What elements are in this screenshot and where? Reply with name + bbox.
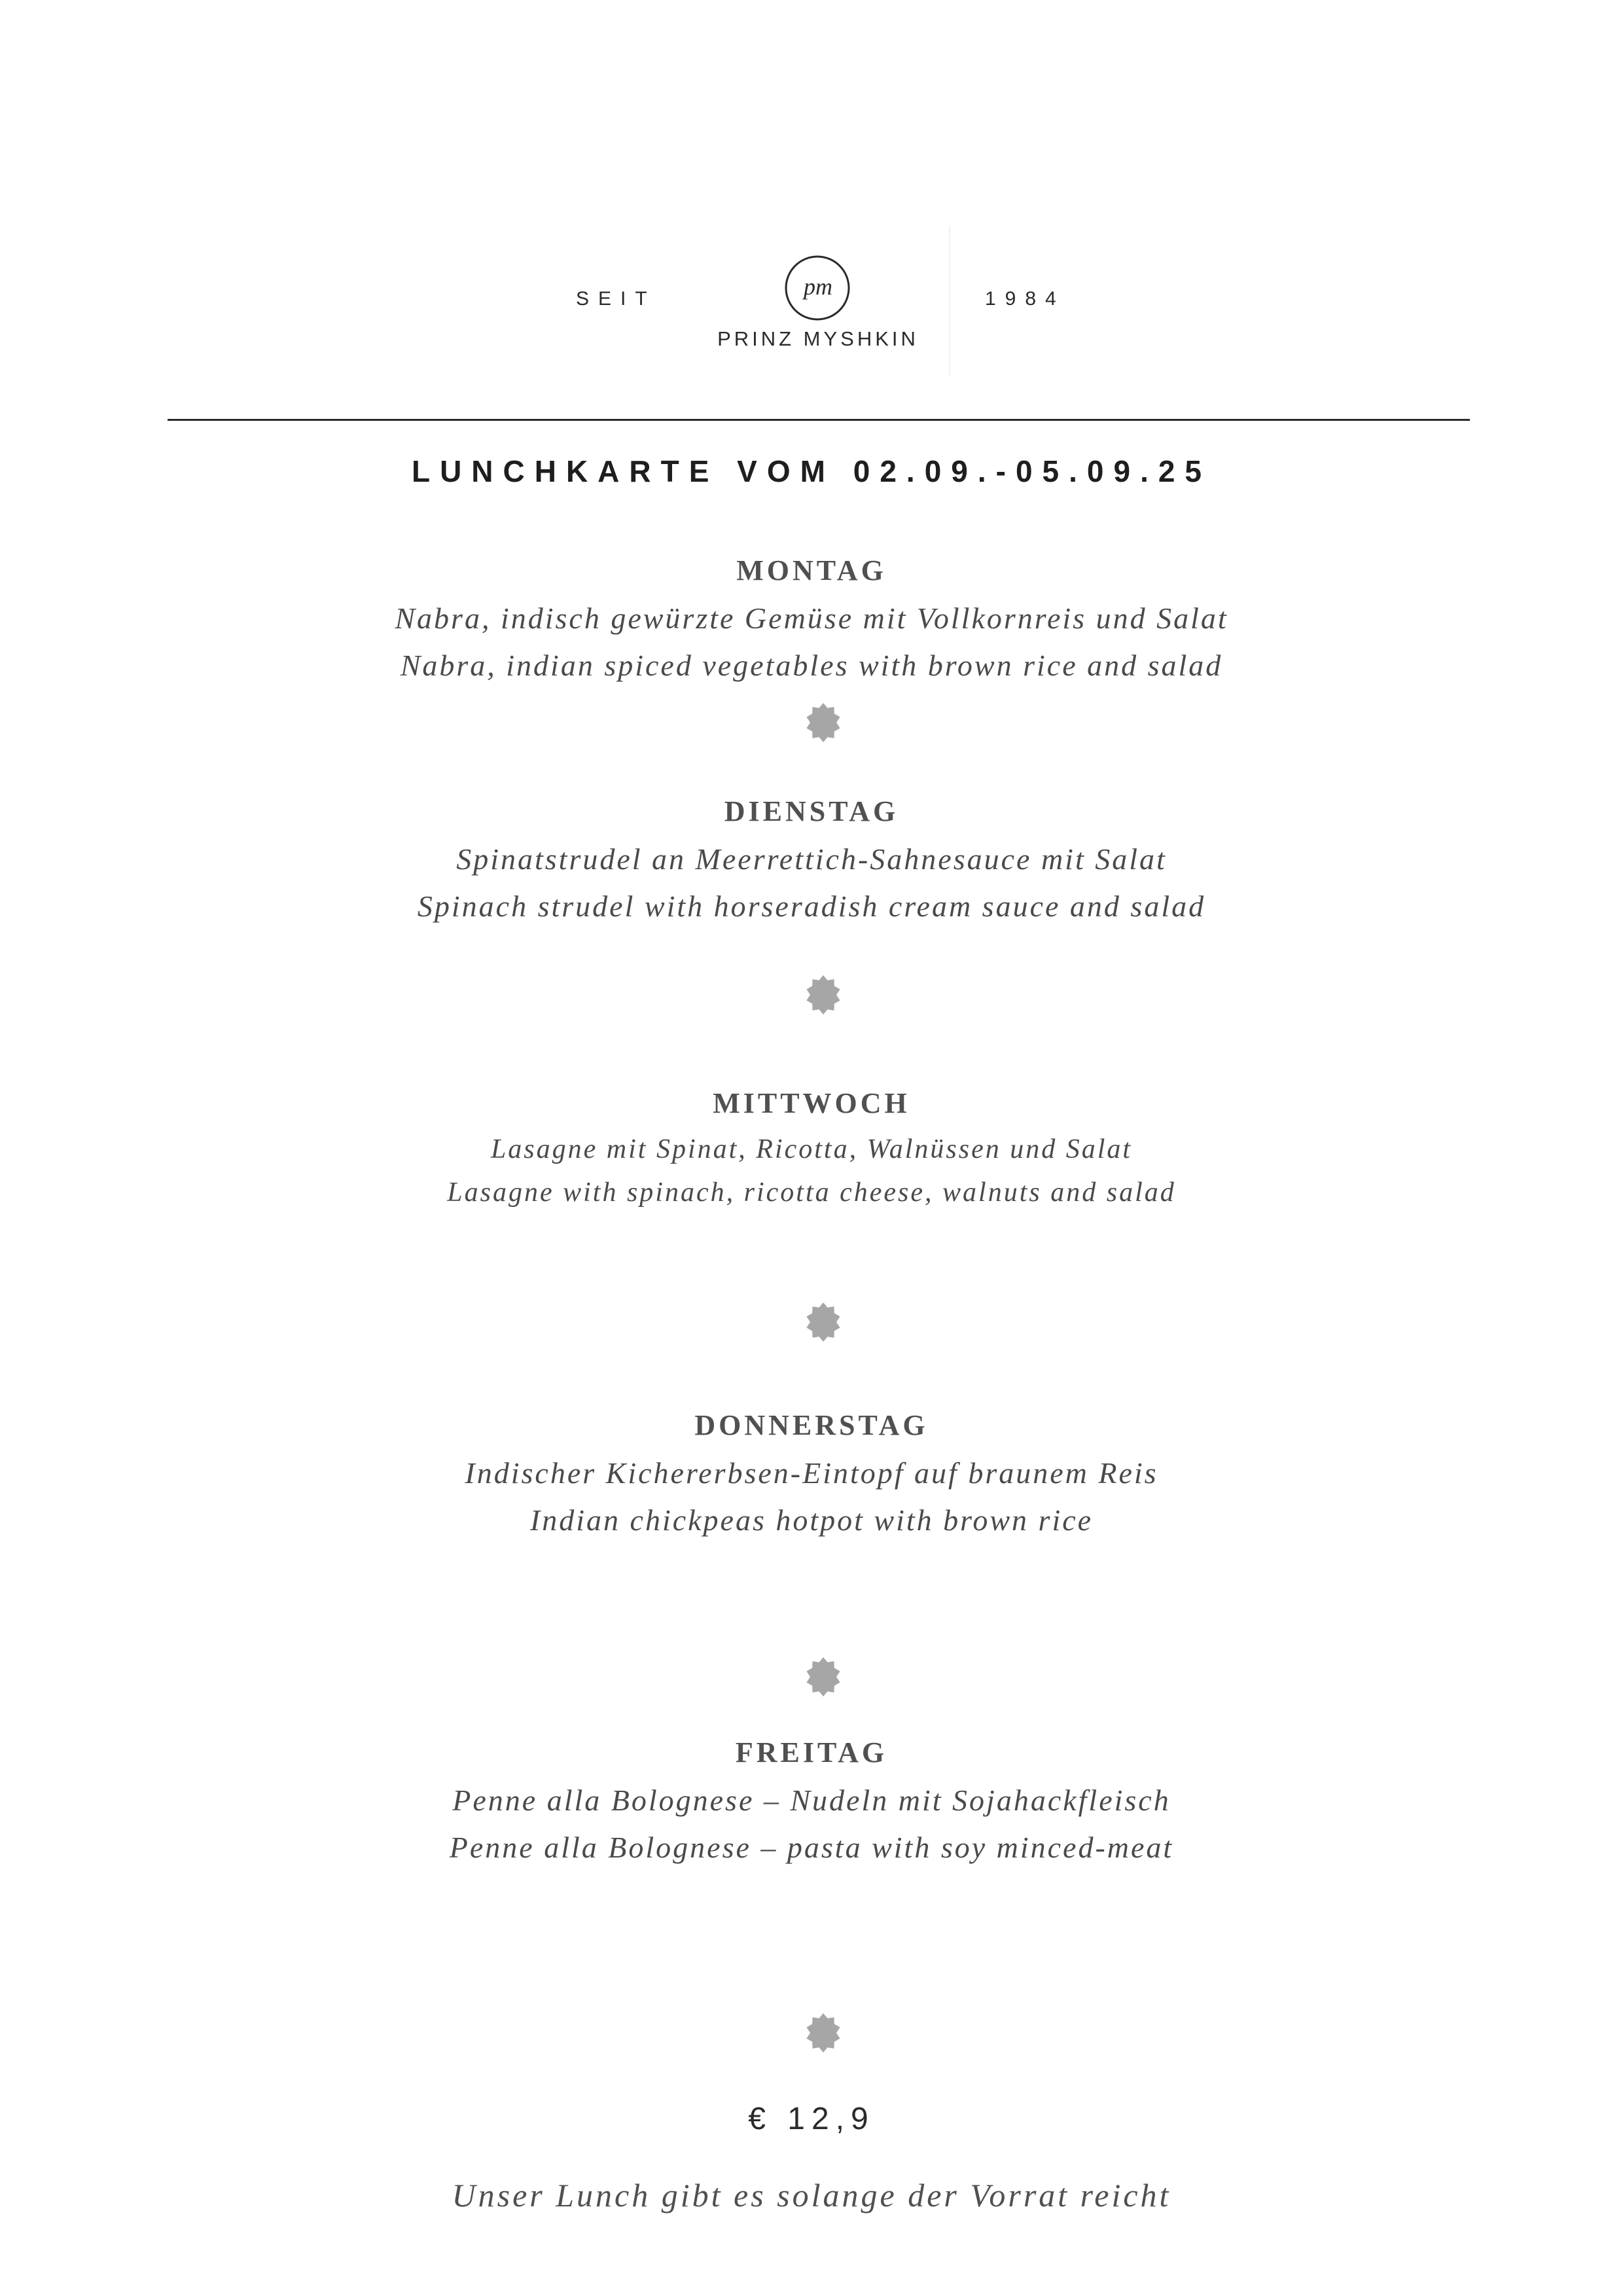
price: € 12,9 (748, 2102, 875, 2136)
dish-german-monday: Nabra, indisch gewürzte Gemüse mit Vollkornreis und Salat (395, 601, 1228, 635)
dish-english-friday: Penne alla Bolognese – pasta with soy minced-meat (449, 1831, 1174, 1864)
brand-name: PRINZ MYSHKIN (717, 327, 919, 350)
header-since-label: SEIT (576, 288, 656, 310)
dish-english-thursday: Indian chickpeas hotpot with brown rice (529, 1503, 1094, 1537)
header-divider (949, 226, 950, 376)
dish-german-tuesday: Spinatstrudel an Meerrettich-Sahnesauce mit Salat (456, 842, 1167, 876)
horizontal-rule (168, 419, 1470, 421)
dish-german-friday: Penne alla Bolognese – Nudeln mit Sojahackfleisch (452, 1784, 1171, 1817)
star-divider-icon (802, 974, 844, 1016)
menu-title: LUNCHKARTE VOM 02.09.-05.09.25 (411, 454, 1212, 488)
dish-english-tuesday: Spinach strudel with horseradish cream sauce and salad (417, 889, 1206, 923)
dish-german-wednesday: Lasagne mit Spinat, Ricotta, Walnüssen und Salat (490, 1134, 1133, 1164)
day-heading-friday: FREITAG (735, 1736, 888, 1768)
logo-icon (781, 251, 854, 325)
day-heading-thursday: DONNERSTAG (694, 1409, 929, 1441)
logo-monogram: pm (804, 274, 832, 300)
star-divider-icon (802, 1656, 844, 1698)
dish-german-thursday: Indischer Kichererbsen-Eintopf auf braunem Reis (465, 1456, 1158, 1490)
day-heading-tuesday: DIENSTAG (724, 795, 899, 827)
star-divider-icon (802, 2012, 844, 2054)
day-heading-monday: MONTAG (736, 554, 887, 586)
header-year-label: 1984 (985, 288, 1065, 310)
dish-english-wednesday: Lasagne with spinach, ricotta cheese, walnuts and salad (447, 1177, 1176, 1208)
star-divider-icon (802, 1301, 844, 1343)
day-heading-wednesday: MITTWOCH (713, 1087, 910, 1119)
star-divider-icon (802, 702, 844, 744)
dish-english-monday: Nabra, indian spiced vegetables with brown rice and salad (400, 649, 1223, 682)
availability-note: Unser Lunch gibt es solange der Vorrat reicht (452, 2177, 1171, 2214)
